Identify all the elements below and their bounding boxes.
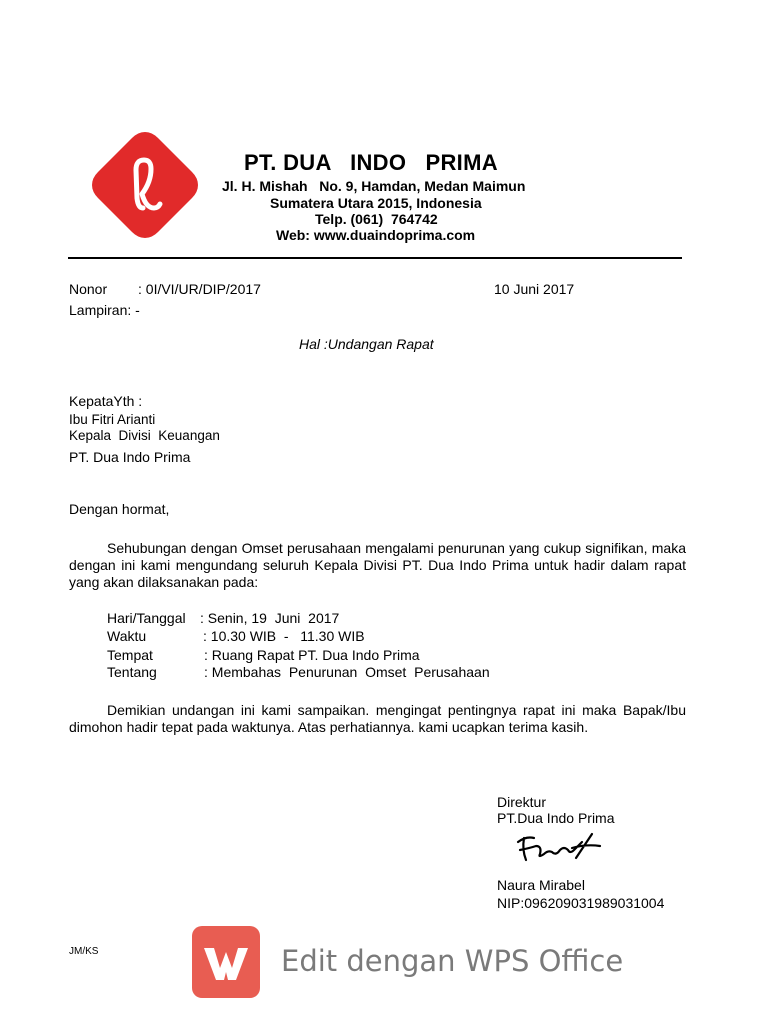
detail-value-time: : 10.30 WIB - 11.30 WIB <box>203 628 365 644</box>
wps-edit-link[interactable]: Edit dengan WPS Office <box>281 944 624 978</box>
detail-label-topic: Tentang <box>107 664 157 680</box>
detail-label-place: Tempat <box>107 647 153 663</box>
salutation: Dengan hormat, <box>69 501 170 517</box>
company-name: PT. DUA INDO PRIMA <box>244 150 498 175</box>
wps-watermark[interactable] <box>192 926 624 998</box>
recipient-greeting: KepataYth : <box>69 393 143 409</box>
detail-label-time: Waktu <box>107 628 147 644</box>
recipient-position: Kepala Divisi Keuangan <box>69 428 220 443</box>
detail-value-topic: : Membahas Penurunan Omset Perusahaan <box>204 664 490 680</box>
detail-label-date: Hari/Tanggal <box>107 610 186 626</box>
letter-date: 10 Juni 2017 <box>494 281 575 297</box>
company-logo <box>88 128 202 242</box>
signer-name: Naura Mirabel <box>497 877 585 893</box>
nomor-value: : 0I/VI/UR/DIP/2017 <box>138 281 261 297</box>
detail-value-place: : Ruang Rapat PT. Dua Indo Prima <box>204 647 420 663</box>
lampiran: Lampiran: - <box>69 302 140 318</box>
signer-title: Direktur <box>497 794 547 810</box>
address-line-1: Jl. H. Mishah No. 9, Hamdan, Medan Maimun <box>222 178 526 194</box>
recipient-name: Ibu Fitri Arianti <box>69 412 156 427</box>
recipient-company: PT. Dua Indo Prima <box>69 449 191 465</box>
handwritten-signature <box>512 828 604 868</box>
body-paragraph-2: Demikian undangan ini kami sampaikan. mengingat pentingnya rapat ini maka Bapak/Ibu dimohon hadir tepat pada waktunya. Atas perhatiannya. kami ucapkan terima kasih. <box>69 702 686 735</box>
signer-nip: NIP:096209031989031004 <box>497 895 665 911</box>
signer-company: PT.Dua Indo Prima <box>497 810 615 826</box>
header-divider <box>68 257 682 259</box>
footer-code: JM/KS <box>69 946 99 957</box>
subject: Hal :Undangan Rapat <box>299 336 434 352</box>
detail-value-date: : Senin, 19 Juni 2017 <box>200 610 340 626</box>
address-line-2: Sumatera Utara 2015, Indonesia <box>270 195 482 211</box>
body-paragraph-1: Sehubungan dengan Omset perusahaan mengalami penurunan yang cukup signifikan, maka dengan ini kami mengundang seluruh Kepala Divisi PT. Dua Indo Prima untuk hadir dalam rapat yang akan dilaksanakan pada: <box>69 540 686 590</box>
logo-icon <box>88 128 202 242</box>
nomor-label: Nonor <box>69 281 108 297</box>
website: Web: www.duaindoprima.com <box>276 227 476 243</box>
wps-logo-icon <box>192 926 260 998</box>
phone: Telp. (061) 764742 <box>315 211 438 227</box>
